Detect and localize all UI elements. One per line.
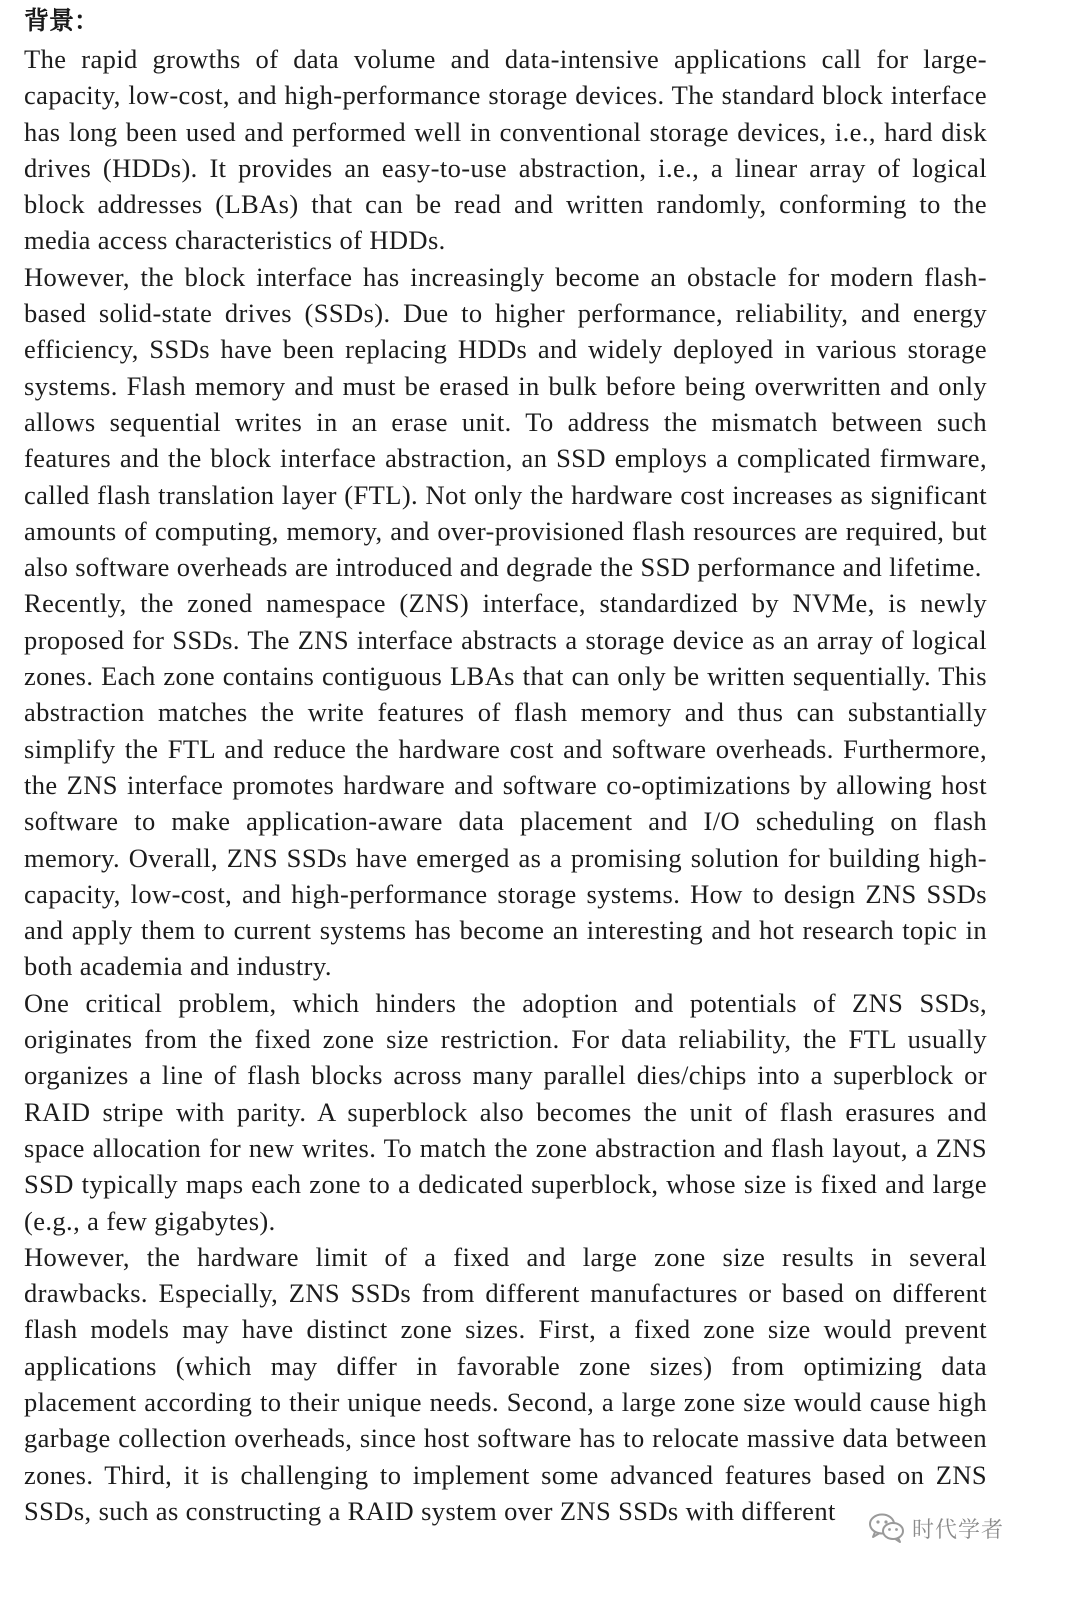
- paragraph-background-2: However, the block interface has increasingly become an obstacle for modern flash-based solid-state drives (SSDs). Due to higher performance, reliability, and energy efficiency, SSDs have been replacing HDDs and widely deployed in various storage systems. Flash memory and must be erased in bulk before being overwritten and only allows sequential writes in an erase unit. To address the mismatch between such features and the block interface abstraction, an SSD employs a complicated firmware, called flash translation layer (FTL). Not only the hardware cost increases as significant amounts of computing, memory, and over-provisioned flash resources are required, but also software overheads are introduced and degrade the SSD performance and lifetime.: [24, 261, 987, 583]
- watermark-label: 时代学者: [912, 1517, 1005, 1543]
- paragraph-background-4: One critical problem, which hinders the adoption and potentials of ZNS SSDs, originates from the fixed zone size restriction. For data reliability, the FTL usually organizes a line of flash blocks across many parallel dies/chips into a superblock or RAID stripe with parity. A superblock also becomes the unit of flash erasures and space allocation for new writes. To match the zone abstraction and flash layout, a ZNS SSD typically maps each zone to a dedicated superblock, whose size is fixed and large (e.g., a few gigabytes).: [24, 987, 987, 1236]
- paragraph-background-3: Recently, the zoned namespace (ZNS) interface, standardized by NVMe, is newly proposed for SSDs. The ZNS interface abstracts a storage device as an array of logical zones. Each zone contains contiguous LBAs that can only be written sequentially. This abstraction matches the write features of flash memory and thus can substantially simplify the FTL and reduce the hardware cost and software overheads. Furthermore, the ZNS interface promotes hardware and software co-optimizations by allowing host software to make application-aware data placement and I/O scheduling on flash memory. Overall, ZNS SSDs have emerged as a promising solution for building high-capacity, low-cost, and high-performance storage systems. How to design ZNS SSDs and apply them to current systems has become an interesting and hot research topic in both academia and industry.: [24, 588, 987, 982]
- document-body: [24, 41, 987, 1529]
- paragraph-background-5: However, the hardware limit of a fixed and large zone size results in several drawbacks. Especially, ZNS SSDs from different manufactures or based on different flash models may have distinct zone sizes. First, a fixed zone size would prevent applications (which may differ in favorable zone sizes) from optimizing data placement according to their unique needs. Second, a large zone size would cause high garbage collection overheads, since host software has to relocate massive data between zones. Third, it is challenging to implement some advanced features based on ZNS SSDs, such as constructing a RAID system over ZNS SSDs with different: [24, 1241, 987, 1526]
- paragraph-background-1: The rapid growths of data volume and data-intensive applications call for large-capacity, low-cost, and high-performance storage devices. The standard block interface has long been used and performed well in conventional storage devices, i.e., hard disk drives (HDDs). It provides an easy-to-use abstraction, i.e., a linear array of logical block addresses (LBAs) that can be read and written randomly, conforming to the media access characteristics of HDDs.: [24, 44, 987, 256]
- section-heading: 背景：: [24, 6, 100, 35]
- wechat-icon: [868, 1512, 906, 1544]
- wechat-watermark: [864, 1508, 1012, 1548]
